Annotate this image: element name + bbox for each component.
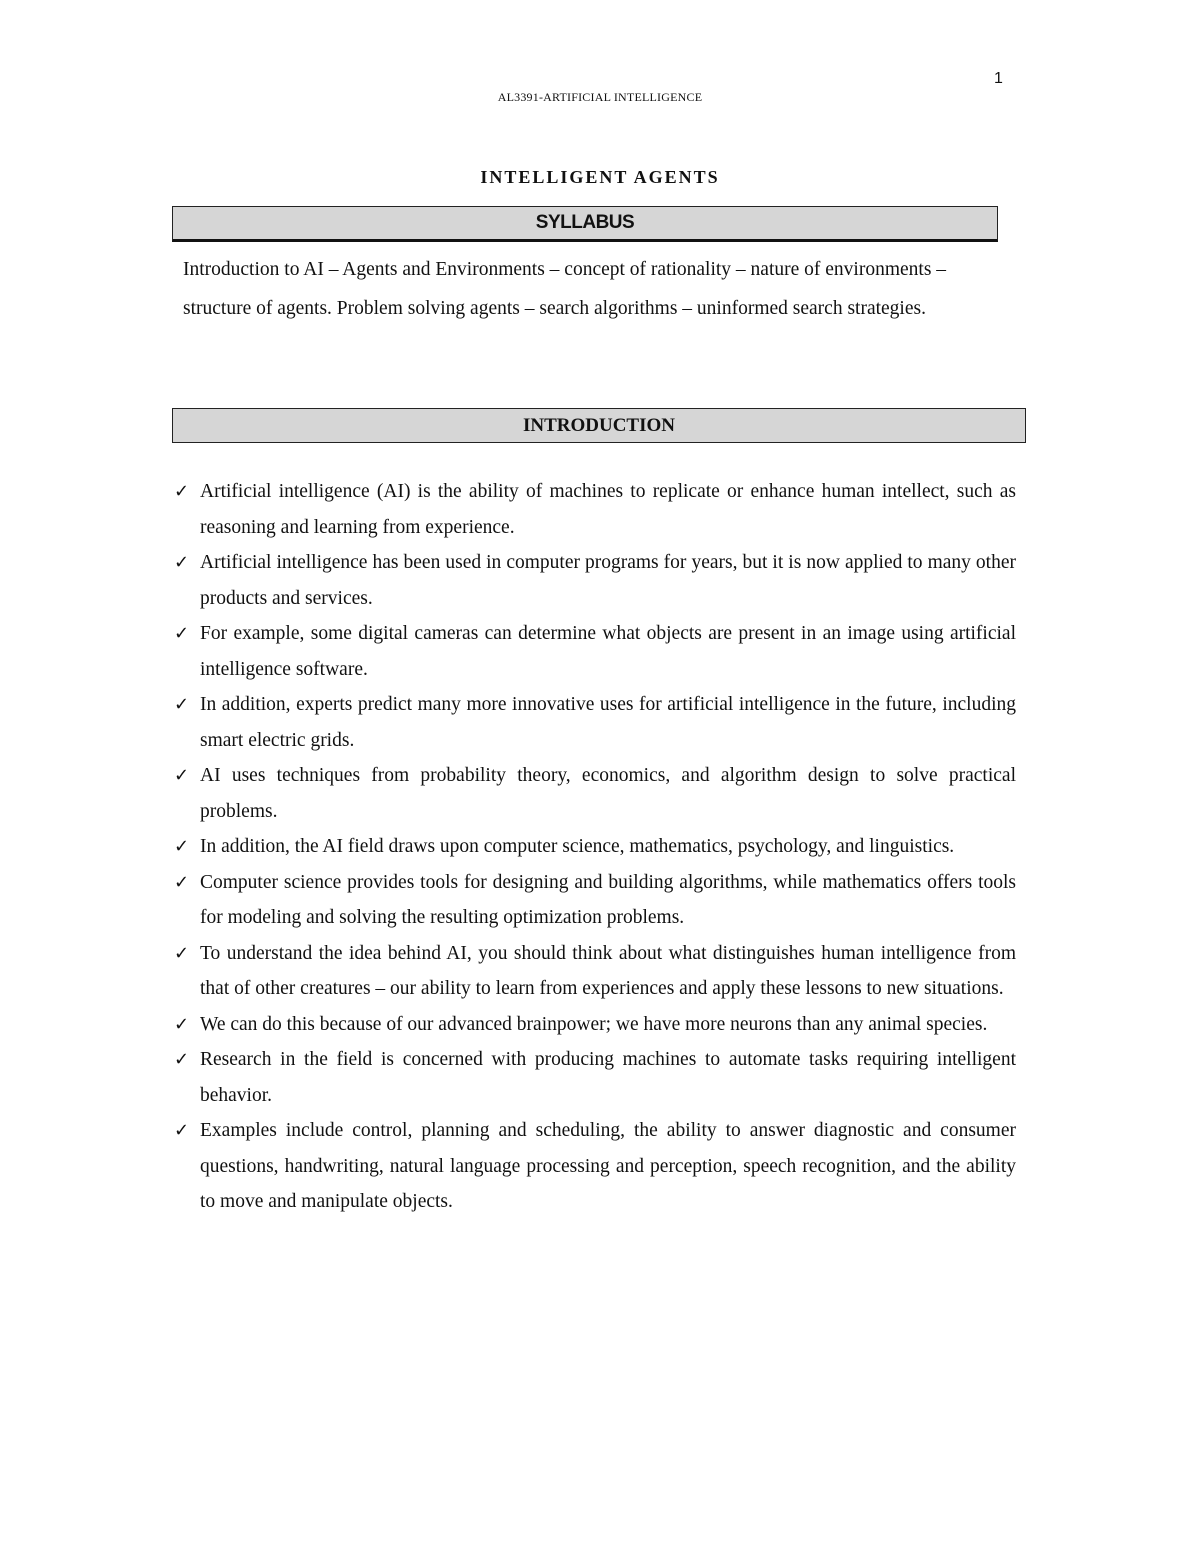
list-item-text: Examples include control, planning and scheduling, the ability to answer diagnostic and consumer questions, handwriting, natural language processing and perception, speech recognition, and the ability to move and manipulate objects. (200, 1120, 1016, 1212)
checkmark-icon: ✓ (174, 836, 190, 857)
checkmark-icon: ✓ (174, 481, 190, 502)
checkmark-icon: ✓ (174, 942, 190, 964)
list-item-text: Computer science provides tools for designing and building algorithms, while mathematics offers tools for modeling and solving the resulting optimization problems. (200, 871, 1016, 928)
list-item-text: Artificial intelligence has been used in computer programs for years, but it is now applied to many other products and services. (200, 552, 1016, 609)
list-item (172, 865, 1016, 936)
checkmark-icon: ✓ (174, 1013, 190, 1035)
syllabus-heading-box (172, 206, 998, 242)
page-title: INTELLIGENT AGENTS (480, 167, 720, 187)
list-item-text: We can do this because of our advanced brainpower; we have more neurons than any animal species. (200, 1013, 988, 1035)
list-item (172, 829, 1016, 865)
page-number: 1 (994, 70, 1003, 87)
syllabus-heading: SYLLABUS (535, 212, 635, 233)
list-item (172, 545, 1016, 616)
introduction-heading: INTRODUCTION (522, 415, 676, 436)
syllabus-text: Introduction to AI – Agents and Environments – concept of rationality – nature of environments – structure of agents. Problem solving agents – search algorithms – uninformed search strategies. (183, 259, 947, 319)
list-item-text: In addition, experts predict many more innovative uses for artificial intelligence in the future, including smart electric grids. (200, 694, 1016, 751)
list-item-text: Artificial intelligence (AI) is the ability of machines to replicate or enhance human intellect, such as reasoning and learning from experience. (200, 481, 1016, 538)
list-item (172, 1007, 1016, 1043)
list-item-text: In addition, the AI field draws upon computer science, mathematics, psychology, and linguistics. (200, 836, 955, 857)
list-item (172, 758, 1016, 829)
list-item-text: To understand the idea behind AI, you should think about what distinguishes human intelligence from that of other creatures – our ability to learn from experiences and apply these lessons to new situations. (200, 942, 1016, 999)
list-item (172, 474, 1016, 545)
checkmark-icon: ✓ (174, 871, 190, 893)
checkmark-icon: ✓ (174, 1049, 190, 1070)
introduction-heading-box (172, 408, 1026, 443)
list-item-text: For example, some digital cameras can determine what objects are present in an image using artificial intelligence software. (200, 623, 1016, 680)
list-item-text: AI uses techniques from probability theory, economics, and algorithm design to solve practical problems. (200, 765, 1016, 822)
introduction-bullet-list (172, 474, 1016, 1220)
list-item (172, 616, 1016, 687)
checkmark-icon: ✓ (174, 765, 190, 786)
list-item (172, 687, 1016, 758)
running-header: AL3391-ARTIFICIAL INTELLIGENCE (497, 90, 703, 104)
checkmark-icon: ✓ (174, 623, 190, 644)
list-item (172, 1113, 1016, 1220)
checkmark-icon: ✓ (174, 1120, 190, 1141)
list-item (172, 1042, 1016, 1113)
list-item (172, 936, 1016, 1007)
checkmark-icon: ✓ (174, 694, 190, 715)
checkmark-icon: ✓ (174, 552, 190, 573)
list-item-text: Research in the field is concerned with producing machines to automate tasks requiring intelligent behavior. (200, 1049, 1016, 1106)
